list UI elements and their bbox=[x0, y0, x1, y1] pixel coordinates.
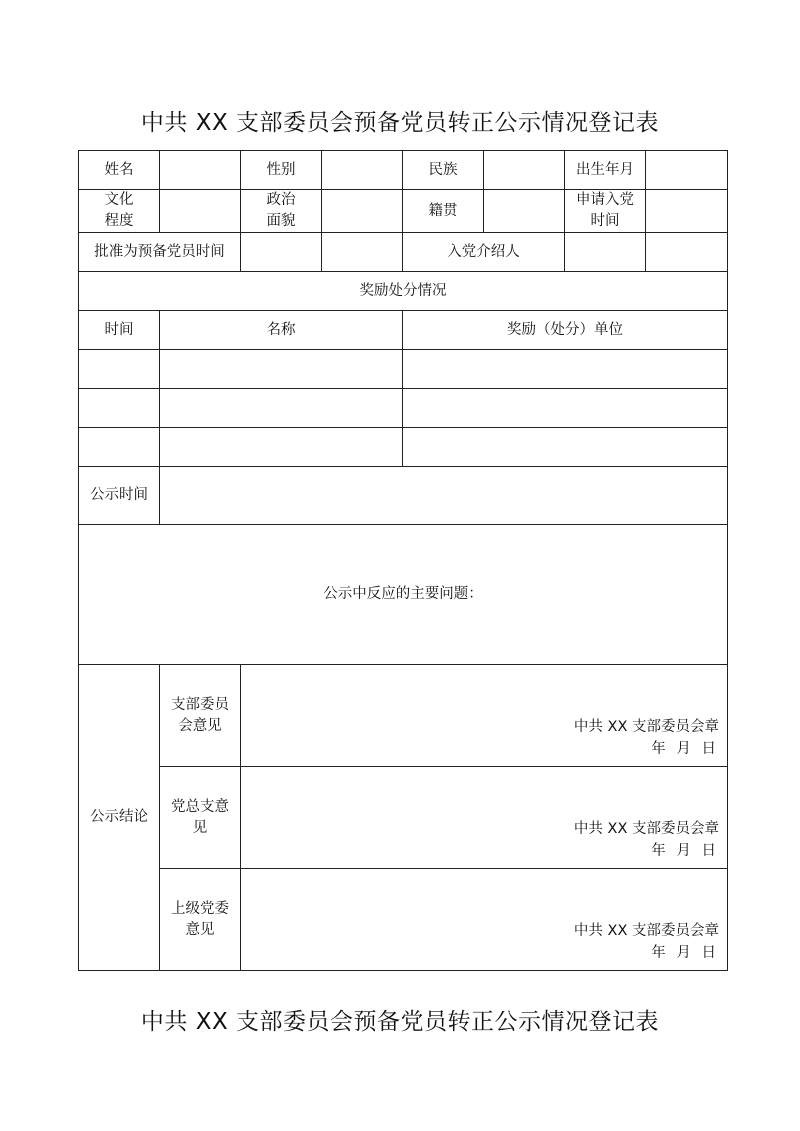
rewards-col-name: 名称 bbox=[160, 311, 403, 350]
birth-field[interactable] bbox=[646, 151, 728, 190]
rewards-row bbox=[79, 389, 728, 428]
opinion-label-general-branch bbox=[160, 767, 241, 869]
issues-field[interactable] bbox=[79, 525, 728, 665]
opinion-label-line1: 党总支意 bbox=[171, 798, 229, 815]
seal-block bbox=[574, 818, 719, 862]
opinion-label-superior bbox=[160, 869, 241, 971]
ethnicity-label: 民族 bbox=[403, 151, 484, 190]
education-label bbox=[79, 190, 160, 233]
education-label-line2: 程度 bbox=[104, 213, 134, 229]
opinion-label-line2: 意见 bbox=[185, 921, 215, 938]
gender-field[interactable] bbox=[322, 151, 403, 190]
seal-text: 中共 XX 支部委员会章 bbox=[573, 923, 719, 939]
apply-time-label-line2: 时间 bbox=[590, 213, 620, 229]
education-field[interactable] bbox=[160, 190, 241, 233]
rewards-row bbox=[79, 350, 728, 389]
opinion-label-line1: 支部委员 bbox=[171, 696, 229, 713]
rewards-col-unit: 奖励（处分）单位 bbox=[403, 311, 728, 350]
rewards-cell-unit[interactable] bbox=[403, 350, 728, 389]
publicity-time-row bbox=[79, 467, 728, 525]
conclusion-label: 公示结论 bbox=[79, 665, 160, 971]
seal-date: 年 月 日 bbox=[651, 945, 719, 961]
rewards-cell-name[interactable] bbox=[160, 428, 403, 467]
issues-row bbox=[79, 525, 728, 665]
form-row-basic-2 bbox=[79, 190, 728, 233]
education-label-line1: 文化 bbox=[104, 192, 134, 208]
approved-time-field-2[interactable] bbox=[322, 233, 403, 272]
apply-time-field[interactable] bbox=[646, 190, 728, 233]
introducer-field-2[interactable] bbox=[646, 233, 728, 272]
rewards-cell-time[interactable] bbox=[79, 389, 160, 428]
opinion-label-line2: 见 bbox=[192, 819, 208, 836]
political-label-line1: 政治 bbox=[266, 192, 296, 208]
approved-time-field-1[interactable] bbox=[241, 233, 322, 272]
introducer-label: 入党介绍人 bbox=[403, 233, 565, 272]
opinion-field-superior[interactable] bbox=[241, 869, 728, 971]
ethnicity-field[interactable] bbox=[484, 151, 565, 190]
opinion-row-branch bbox=[79, 665, 728, 767]
apply-time-label bbox=[565, 190, 646, 233]
rewards-cell-time[interactable] bbox=[79, 428, 160, 467]
political-label bbox=[241, 190, 322, 233]
opinion-label-line1: 上级党委 bbox=[171, 900, 229, 917]
seal-block bbox=[574, 920, 719, 964]
seal-date: 年 月 日 bbox=[651, 741, 719, 757]
opinion-field-branch[interactable] bbox=[241, 665, 728, 767]
rewards-cell-time[interactable] bbox=[79, 350, 160, 389]
footer-title: 中共 XX 支部委员会预备党员转正公示情况登记表 bbox=[140, 1009, 660, 1035]
approved-time-label: 批准为预备党员时间 bbox=[79, 233, 241, 272]
gender-label: 性别 bbox=[241, 151, 322, 190]
name-field[interactable] bbox=[160, 151, 241, 190]
name-label: 姓名 bbox=[79, 151, 160, 190]
rewards-cell-unit[interactable] bbox=[403, 389, 728, 428]
opinion-field-general-branch[interactable] bbox=[241, 767, 728, 869]
opinion-label-branch bbox=[160, 665, 241, 767]
political-label-line2: 面貌 bbox=[266, 213, 296, 229]
political-field[interactable] bbox=[322, 190, 403, 233]
seal-text: 中共 XX 支部委员会章 bbox=[573, 821, 719, 837]
seal-date: 年 月 日 bbox=[651, 843, 719, 859]
seal-text: 中共 XX 支部委员会章 bbox=[573, 719, 719, 735]
rewards-cell-unit[interactable] bbox=[403, 428, 728, 467]
page-title: 中共 XX 支部委员会预备党员转正公示情况登记表 bbox=[140, 110, 660, 136]
issues-label: 公示中反应的主要问题： bbox=[323, 586, 483, 602]
rewards-row bbox=[79, 428, 728, 467]
opinion-row-superior bbox=[79, 869, 728, 971]
rewards-heading: 奖励处分情况 bbox=[79, 272, 728, 311]
publicity-time-field[interactable] bbox=[160, 467, 728, 525]
rewards-heading-row bbox=[79, 272, 728, 311]
opinion-row-general-branch bbox=[79, 767, 728, 869]
rewards-header-row bbox=[79, 311, 728, 350]
native-place-field[interactable] bbox=[484, 190, 565, 233]
form-row-approval bbox=[79, 233, 728, 272]
publicity-time-label: 公示时间 bbox=[79, 467, 160, 525]
native-place-label: 籍贯 bbox=[403, 190, 484, 233]
seal-block bbox=[574, 716, 719, 760]
form-row-basic-1 bbox=[79, 151, 728, 190]
registration-form bbox=[78, 150, 728, 971]
birth-label: 出生年月 bbox=[565, 151, 646, 190]
rewards-cell-name[interactable] bbox=[160, 389, 403, 428]
opinion-label-line2: 会意见 bbox=[178, 717, 222, 734]
rewards-cell-name[interactable] bbox=[160, 350, 403, 389]
introducer-field-1[interactable] bbox=[565, 233, 646, 272]
apply-time-label-line1: 申请入党 bbox=[576, 192, 634, 208]
rewards-col-time: 时间 bbox=[79, 311, 160, 350]
